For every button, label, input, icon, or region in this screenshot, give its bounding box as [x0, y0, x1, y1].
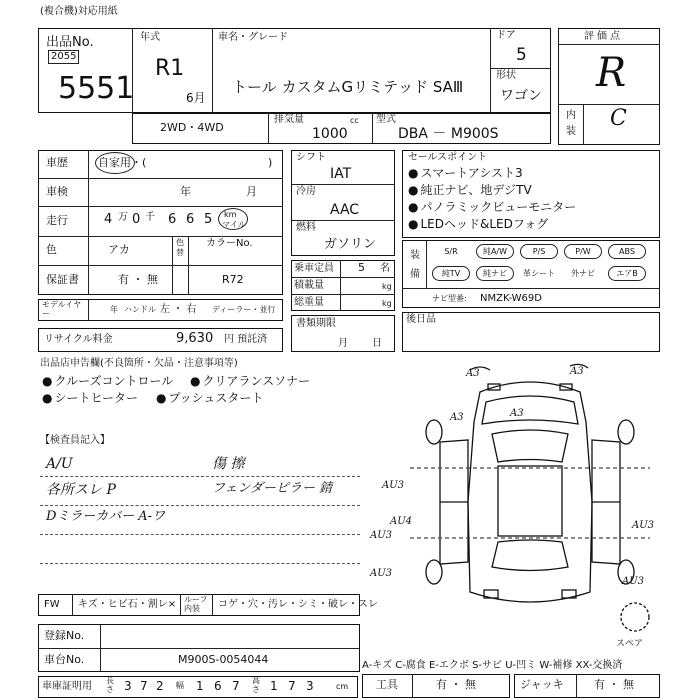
tools-label: 工具 — [376, 678, 398, 691]
chassis-label: 車台No. — [44, 653, 85, 666]
history-circle — [95, 152, 135, 174]
sales-point: ● スマートアシスト3 — [408, 167, 523, 181]
seats-label: 乗車定員 — [294, 263, 334, 274]
inspection-month: 月 — [246, 185, 257, 198]
height-label: 高さ — [252, 676, 260, 694]
equip-power-window: P/W — [564, 244, 602, 259]
seller-note: ● クルーズコントロール — [42, 375, 173, 389]
damage-mark: AU3 — [370, 568, 393, 579]
load-unit: kg — [382, 282, 392, 291]
model-code: DBA － M900S — [398, 126, 499, 142]
mileage-digit: 5 — [204, 212, 213, 227]
spare-label: スペア — [616, 639, 644, 649]
length-label: 長さ — [106, 676, 114, 694]
name-label: 車名・グレード — [218, 32, 288, 43]
mileage-sen: 千 — [145, 212, 155, 223]
displacement-value: 1000 — [312, 126, 348, 142]
damage-mark: AU3 — [632, 520, 655, 531]
equip-tv: 純TV — [432, 266, 470, 281]
body-type: ワゴン — [500, 88, 542, 104]
dimensions-unit: cm — [336, 682, 349, 691]
history-close: ) — [268, 156, 273, 169]
color-change-label: 色替 — [176, 238, 184, 258]
width-digit: 6 — [214, 679, 222, 693]
inspector-note: フェンダーピラー 錆 — [212, 481, 332, 496]
color-label: 色 — [46, 243, 57, 256]
doc-deadline-day: 日 — [372, 338, 382, 349]
handle-value: 左 ・ 右 — [160, 304, 197, 315]
inspection-year: 年 — [180, 185, 191, 198]
history-value: 自家用・( — [98, 156, 147, 169]
equip-power-steering: P/S — [520, 244, 558, 259]
doc-deadline-label: 書類期限 — [296, 318, 336, 329]
equip-leather: 革シート — [523, 269, 555, 278]
car-rear-window — [492, 540, 568, 571]
damage-mark: A3 — [510, 408, 524, 419]
warranty-label: 保証書 — [46, 273, 79, 286]
fw-items: キズ・ヒビ石・割レ× — [78, 599, 177, 610]
history-label: 車歴 — [46, 156, 68, 169]
damage-mark: AU3 — [370, 530, 393, 541]
fw-label: FW — [44, 599, 60, 610]
seller-note: ● プッシュスタート — [156, 392, 263, 406]
lot-number: 5551 — [58, 71, 135, 106]
shift-label: シフト — [296, 152, 326, 163]
vehicle-name: トール カスタムGリミテッド SAⅢ — [232, 78, 464, 96]
equip-abs: ABS — [608, 244, 646, 259]
inspection-label: 車検 — [46, 185, 68, 198]
doc-deadline-month: 月 — [338, 338, 348, 349]
door-count: 5 — [516, 45, 527, 65]
damage-mark: A3 — [466, 368, 480, 379]
aircon-label: 冷房 — [296, 186, 316, 197]
model-year-unit: 年 — [110, 305, 118, 314]
car-windshield — [492, 430, 568, 462]
width-digit: 7 — [232, 679, 240, 693]
mileage-unit-alt: マイル — [222, 220, 246, 229]
car-hood — [482, 396, 578, 424]
equip-navi: 純ナビ — [476, 266, 514, 281]
rear-mount-box — [402, 312, 660, 352]
door-label: ドア — [496, 30, 516, 41]
equip-sunroof: S/R — [444, 247, 458, 256]
year-label: 年式 — [140, 32, 160, 43]
seller-note: ● クリアランスソナー — [190, 375, 310, 389]
damage-mark: AU3 — [622, 576, 645, 587]
seats-value: 5 — [358, 261, 365, 274]
width-label: 幅 — [176, 681, 184, 690]
rear-mount-label: 後日品 — [406, 314, 436, 325]
car-body-outline — [468, 382, 592, 602]
roof-interior-label: ルーフ内装 — [184, 595, 208, 613]
handle-label: ハンドル — [124, 305, 156, 314]
roof-interior-items: コゲ・穴・汚レ・シミ・破レ・スレ — [218, 599, 378, 610]
dealer-label: ディーラー・並行 — [212, 305, 276, 314]
mileage-digit: 6 — [168, 212, 177, 227]
shift-value: IAT — [330, 166, 352, 182]
height-digit: 3 — [306, 679, 314, 693]
gross-label: 総重量 — [294, 297, 324, 308]
dimensions-label: 車庫証明用 — [42, 681, 92, 692]
damage-mark: A3 — [570, 366, 584, 377]
lot-stamp: 2055 — [48, 50, 79, 64]
navi-label: ナビ型番: — [432, 294, 467, 303]
year-month: 6月 — [186, 91, 206, 105]
wheel-rear-left — [426, 560, 442, 584]
sales-point: ● 純正ナビ、地デジTV — [408, 184, 532, 198]
displacement-label: 排気量 — [274, 114, 304, 125]
recycle-unit: 円 預託済 — [224, 334, 268, 345]
length-digit: 2 — [156, 679, 164, 693]
mileage-unit: km — [224, 210, 237, 219]
length-digit: 7 — [140, 679, 148, 693]
grade-value: R — [596, 50, 627, 96]
year-era: R1 — [155, 56, 185, 81]
equipment-label: 装備 — [410, 250, 420, 280]
navi-model: NMZK-W69D — [480, 293, 542, 304]
spare-tire — [621, 603, 649, 631]
car-damage-diagram — [370, 362, 670, 652]
width-digit: 1 — [196, 679, 204, 693]
damage-mark: A3 — [450, 412, 464, 423]
gross-unit: kg — [382, 299, 392, 308]
car-roof — [498, 466, 562, 536]
form-note: (複合機)対応用紙 — [40, 6, 118, 17]
drive-type: 2WD・4WD — [160, 121, 224, 134]
mileage-digit: 6 — [186, 212, 195, 227]
sales-point: ● LEDヘッド&LEDフォグ — [408, 218, 548, 232]
mileage-digit: 4 — [104, 212, 113, 227]
aircon-value: AAC — [330, 202, 360, 218]
warranty-value: 有 ・ 無 — [118, 273, 158, 286]
load-label: 積載量 — [294, 280, 324, 291]
height-digit: 7 — [288, 679, 296, 693]
jack-label: ジャッキ — [520, 678, 564, 691]
jack-value: 有 ・ 無 — [594, 678, 634, 691]
body-label: 形状 — [496, 70, 516, 81]
displacement-unit: cc — [350, 116, 359, 125]
recycle-value: 9,630 — [176, 331, 214, 346]
grade-label: 評価点 — [584, 31, 623, 42]
colorno-label: カラーNo. — [206, 238, 253, 249]
equip-ext-navi: 外ナビ — [571, 269, 595, 278]
equip-airbag: エアB — [608, 266, 646, 281]
inspector-note: 各所スレ P — [46, 482, 116, 498]
damage-legend: A-キズ C-腐食 E-エクボ S-サビ U-凹ミ W-補修 XX-交換済 — [362, 660, 623, 671]
tools-value: 有 ・ 無 — [436, 678, 476, 691]
model-label: 型式 — [376, 114, 396, 125]
wheel-front-left — [426, 420, 442, 444]
recycle-label: リサイクル料金 — [44, 334, 113, 345]
mileage-digit: 0 — [132, 212, 141, 227]
color-value: アカ — [108, 243, 130, 256]
colorno-value: R72 — [222, 273, 244, 286]
lot-label: 出品No. — [46, 35, 94, 50]
length-digit: 3 — [124, 679, 140, 693]
fuel-value: ガソリン — [324, 237, 377, 252]
sales-points-label: セールスポイント — [408, 152, 488, 163]
inspector-note: A/U — [46, 456, 73, 472]
mileage-man: 万 — [118, 212, 128, 223]
inspector-label: 【検査員記入】 — [40, 435, 110, 446]
wheel-front-right — [618, 420, 634, 444]
damage-mark: AU4 — [390, 516, 413, 527]
seats-unit: 名 — [380, 263, 390, 274]
chassis-value: M900S-0054044 — [178, 653, 269, 666]
equip-alloy-wheel: 純A/W — [476, 244, 514, 259]
seller-note: ● シートヒーター — [42, 392, 138, 406]
registration-label: 登録No. — [44, 629, 85, 642]
fuel-label: 燃料 — [296, 222, 316, 233]
seller-notes-label: 出品店申告欄(不良箇所・欠品・注意事項等) — [40, 358, 238, 369]
interior-label: 内装 — [566, 110, 576, 137]
damage-mark: AU3 — [382, 480, 405, 491]
model-year-label: モデルイヤー — [42, 300, 82, 319]
inspector-note: 傷 擦 — [212, 456, 245, 472]
mileage-label: 走行 — [46, 214, 68, 227]
height-digit: 1 — [270, 679, 278, 693]
interior-value: C — [610, 106, 627, 131]
sales-point: ● パノラミックビューモニター — [408, 201, 576, 215]
inspector-note: Dミラーカバー A-ワ — [46, 509, 166, 524]
